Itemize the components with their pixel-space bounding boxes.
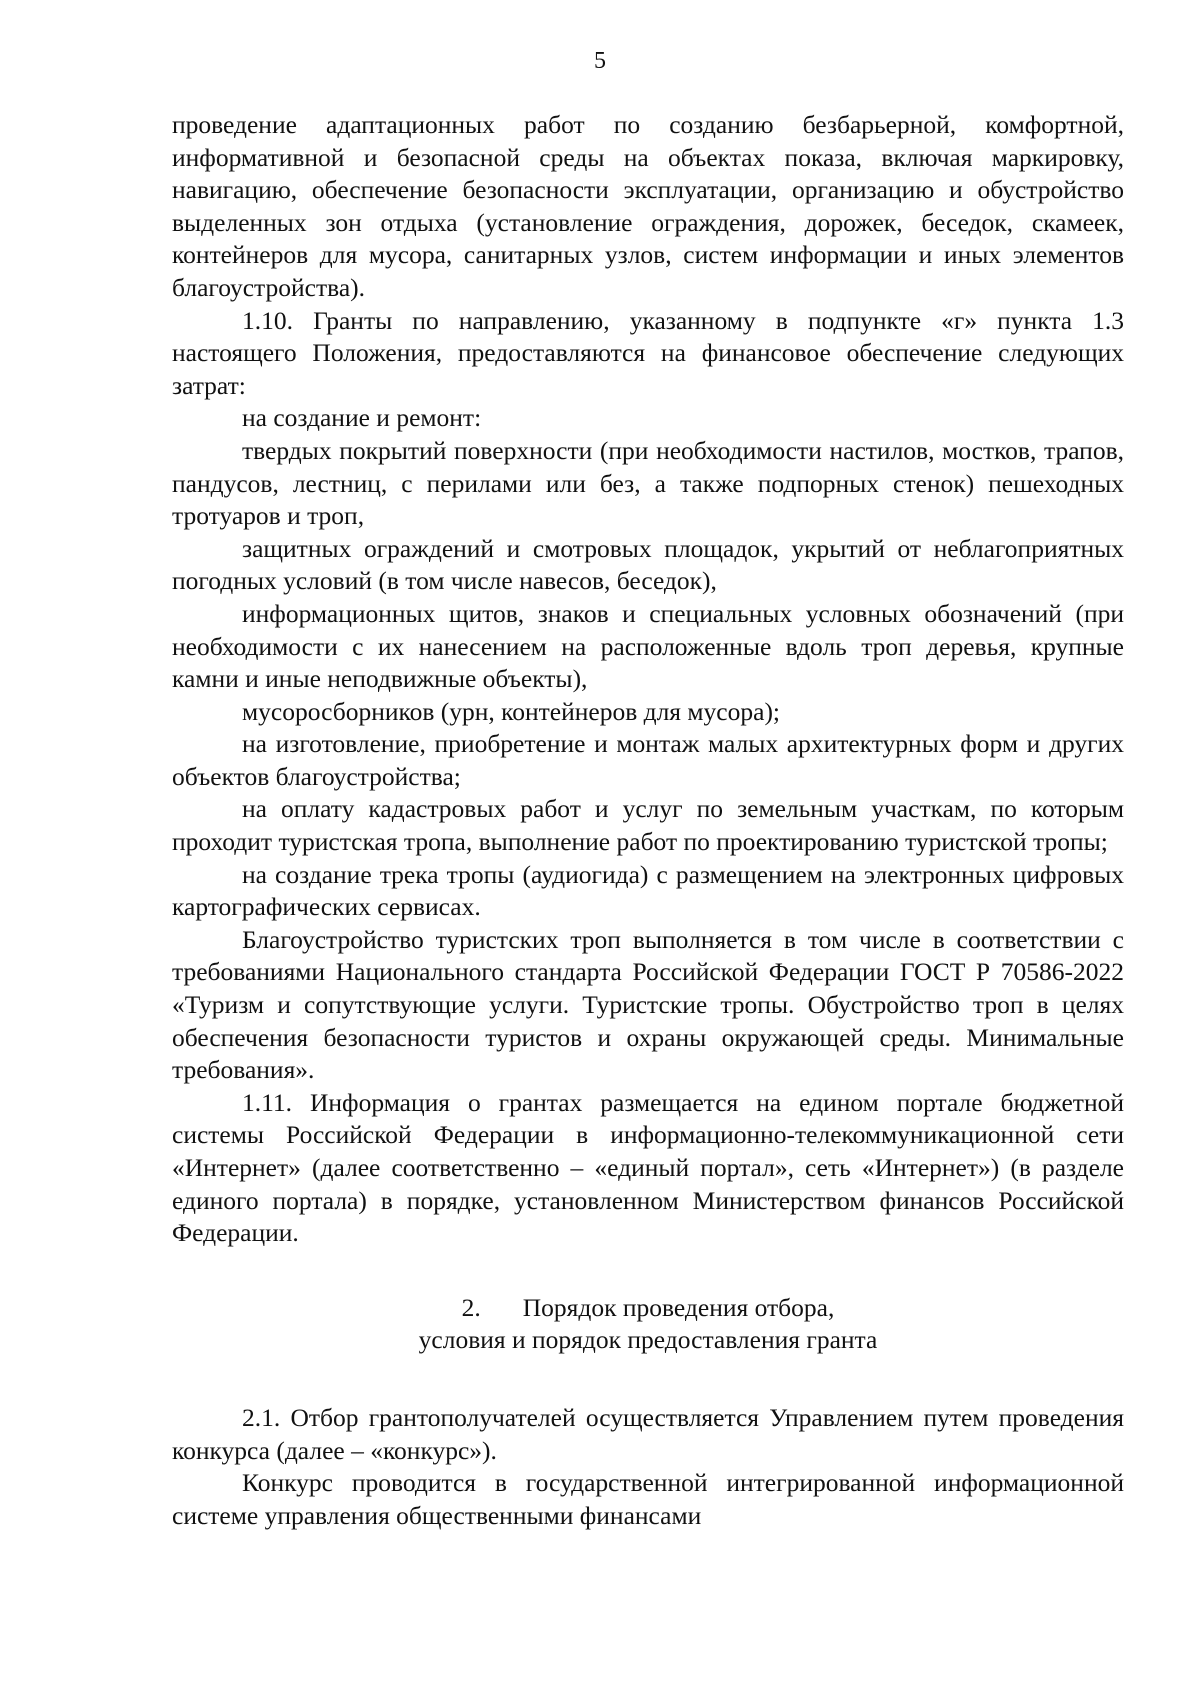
section-title-line-1: Порядок проведения отбора, (522, 1292, 835, 1322)
paragraph-barrier-free-works: проведение адаптационных работ по созданию безбарьерной, комфортной, информативной и безопасной среды на объектах показа, включая маркировку, навигацию, обеспечение безопасности эксплуатации, организацию и обустройство выделенных зон отдыха (установление ограждения, дорожек, беседок, скамеек, контейнеров для мусора, санитарных узлов, систем информации и иных элементов благоустройства). (172, 110, 1124, 302)
paragraph-small-architectural-forms: на изготовление, приобретение и монтаж малых архитектурных форм и других объектов благоустройства; (172, 729, 1124, 791)
section-heading (172, 1292, 1124, 1357)
paragraph-1-10-grants-costs: 1.10. Гранты по направлению, указанному в подпункте «г» пункта 1.3 настоящего Положения, предоставляются на финансовое обеспечение следующих затрат: (172, 305, 1124, 400)
paragraph-2-1-selection: 2.1. Отбор грантополучателей осуществляется Управлением путем проведения конкурса (далее – «конкурс»). (172, 1402, 1124, 1465)
section-heading-line-1 (172, 1292, 1124, 1325)
section-title-line-2: условия и порядок предоставления гранта (418, 1325, 878, 1355)
paragraph-trail-improvement-standard: Благоустройство туристских троп выполняется в том числе в соответствии с требованиями Национального стандарта Российской Федерации ГОСТ Р 70586-2022 «Туризм и сопутствующие услуги. Туристские тропы. Обустройство троп в целях обеспечения безопасности туристов и охраны окружающей среды. Минимальные требования». (172, 924, 1124, 1085)
paragraph-competition-system: Конкурс проводится в государственной интегрированной информационной системе управления общественными финансами (172, 1468, 1124, 1530)
document-body (172, 109, 1124, 1532)
paragraph-audio-guide-track: на создание трека тропы (аудиогида) с размещением на электронных цифровых картографических сервисах. (172, 859, 1124, 922)
page-number: 5 (594, 48, 606, 74)
paragraph-creation-and-repair: на создание и ремонт: (242, 403, 482, 433)
paragraph-1-11-grant-information: 1.11. Информация о грантах размещается на едином портале бюджетной системы Российской Федерации в информационно-телекоммуникационной сети «Интернет» (далее соответственно – «единый портал», сеть «Интернет») (в разделе единого портала) в порядке, установленном Министерством финансов Российской Федерации. (172, 1087, 1124, 1248)
paragraph-cadastral-works: на оплату кадастровых работ и услуг по земельным участкам, по которым проходит туристская тропа, выполнение работ по проектированию туристской тропы; (172, 794, 1124, 857)
paragraph-waste-bins: мусоросборников (урн, контейнеров для мусора); (242, 696, 781, 726)
section-number: 2. (461, 1292, 481, 1322)
paragraph-protective-fences: защитных ограждений и смотровых площадок, укрытий от неблагоприятных погодных условий (в том числе навесов, беседок), (172, 533, 1124, 596)
paragraph-information-boards: информационных щитов, знаков и специальных условных обозначений (при необходимости с их нанесением на расположенные вдоль троп деревья, крупные камни и иные неподвижные объекты), (172, 598, 1124, 694)
paragraph-hard-surfaces: твердых покрытий поверхности (при необходимости настилов, мостков, трапов, пандусов, лестниц, с перилами или без, а также подпорных стенок) пешеходных тротуаров и троп, (172, 435, 1124, 531)
